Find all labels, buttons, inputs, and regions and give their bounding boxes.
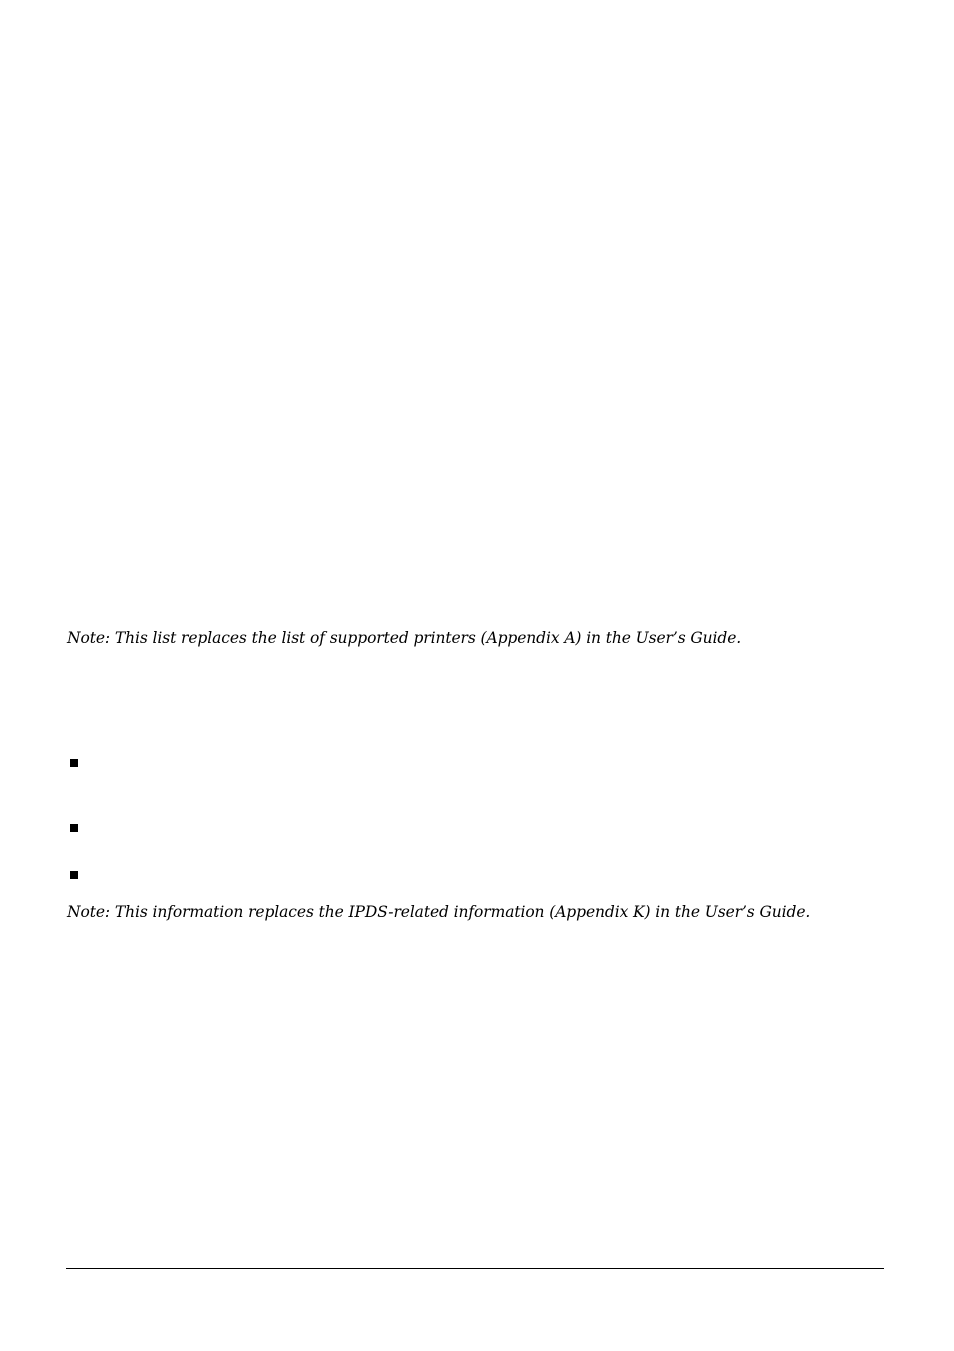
footer-divider [66,1268,884,1269]
note-supported-printers: Note: This list replaces the list of supported printers (Appendix A) in the User’s Guide. [67,629,742,647]
square-bullet-icon [70,759,78,767]
square-bullet-icon [70,871,78,879]
square-bullet-icon [70,824,78,832]
note-ipds-information: Note: This information replaces the IPDS-related information (Appendix K) in the User’s Guide. [67,903,811,921]
